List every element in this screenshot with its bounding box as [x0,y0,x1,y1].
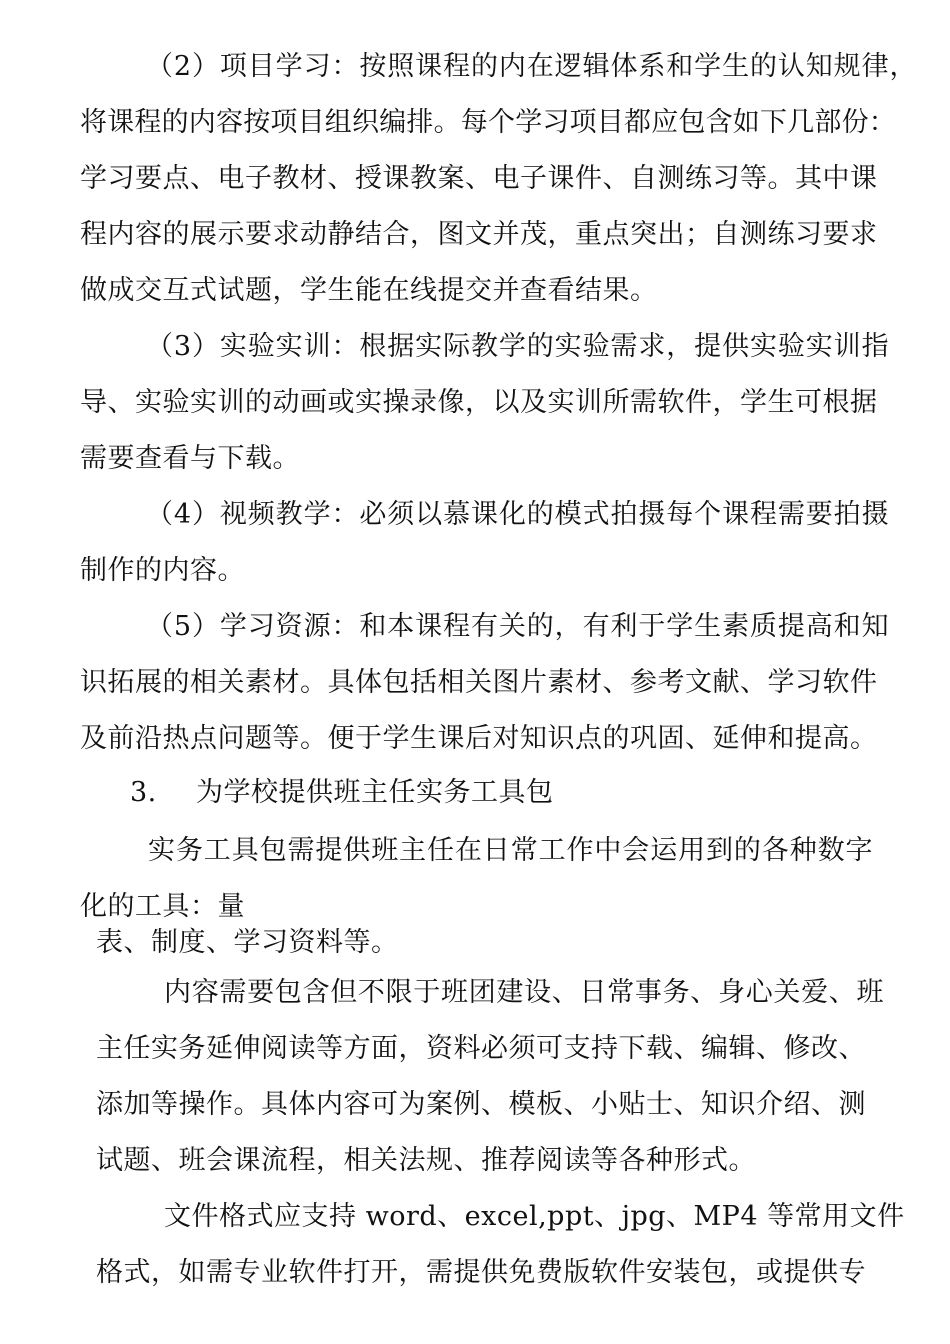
text-line: 学习要点、电子教材、授课教案、电子课件、自测练习等。其中课 [80,163,878,194]
text-line: 程内容的展示要求动静结合，图文并茂，重点突出；自测练习要求 [80,219,878,250]
text-line: 文件格式应支持 word、excel,ppt、jpg、MP4 等常用文件 [164,1201,905,1232]
text-line: 制作的内容。 [80,555,245,586]
section-title: 为学校提供班主任实务工具包 [196,777,554,808]
text-line: 添加等操作。具体内容可为案例、模板、小贴士、知识介绍、测 [96,1089,866,1120]
text-line: 表、制度、学习资料等。 [96,927,399,958]
text-line: 格式，如需专业软件打开，需提供免费版软件安装包，或提供专 [96,1257,866,1288]
text-line: （4）视频教学：必须以慕课化的模式拍摄每个课程需要拍摄 [146,499,890,530]
text-line: 需要查看与下载。 [80,443,300,474]
text-line: （2）项目学习：按照课程的内在逻辑体系和学生的认知规律， [146,51,918,82]
text-line: 实务工具包需提供班主任在日常工作中会运用到的各种数字 [148,835,874,866]
text-line: （3）实验实训：根据实际教学的实验需求，提供实验实训指 [146,331,890,362]
text-line: 内容需要包含但不限于班团建设、日常事务、身心关爱、班 [164,977,885,1008]
text-line: 做成交互式试题，学生能在线提交并查看结果。 [80,275,658,306]
text-line: 主任实务延伸阅读等方面，资料必须可支持下载、编辑、修改、 [96,1033,866,1064]
text-line: 将课程的内容按项目组织编排。每个学习项目都应包含如下几部份： [80,107,896,138]
text-line: 识拓展的相关素材。具体包括相关图片素材、参考文献、学习软件 [80,667,878,698]
text-line: 导、实验实训的动画或实操录像，以及实训所需软件，学生可根据 [80,387,878,418]
text-line: （5）学习资源：和本课程有关的，有利于学生素质提高和知 [146,611,890,642]
text-line: 试题、班会课流程，相关法规、推荐阅读等各种形式。 [96,1145,756,1176]
text-line: 化的工具：量 [80,891,245,922]
text-line: 及前沿热点问题等。便于学生课后对知识点的巩固、延伸和提高。 [80,723,878,754]
section-number: 3. [130,777,157,808]
